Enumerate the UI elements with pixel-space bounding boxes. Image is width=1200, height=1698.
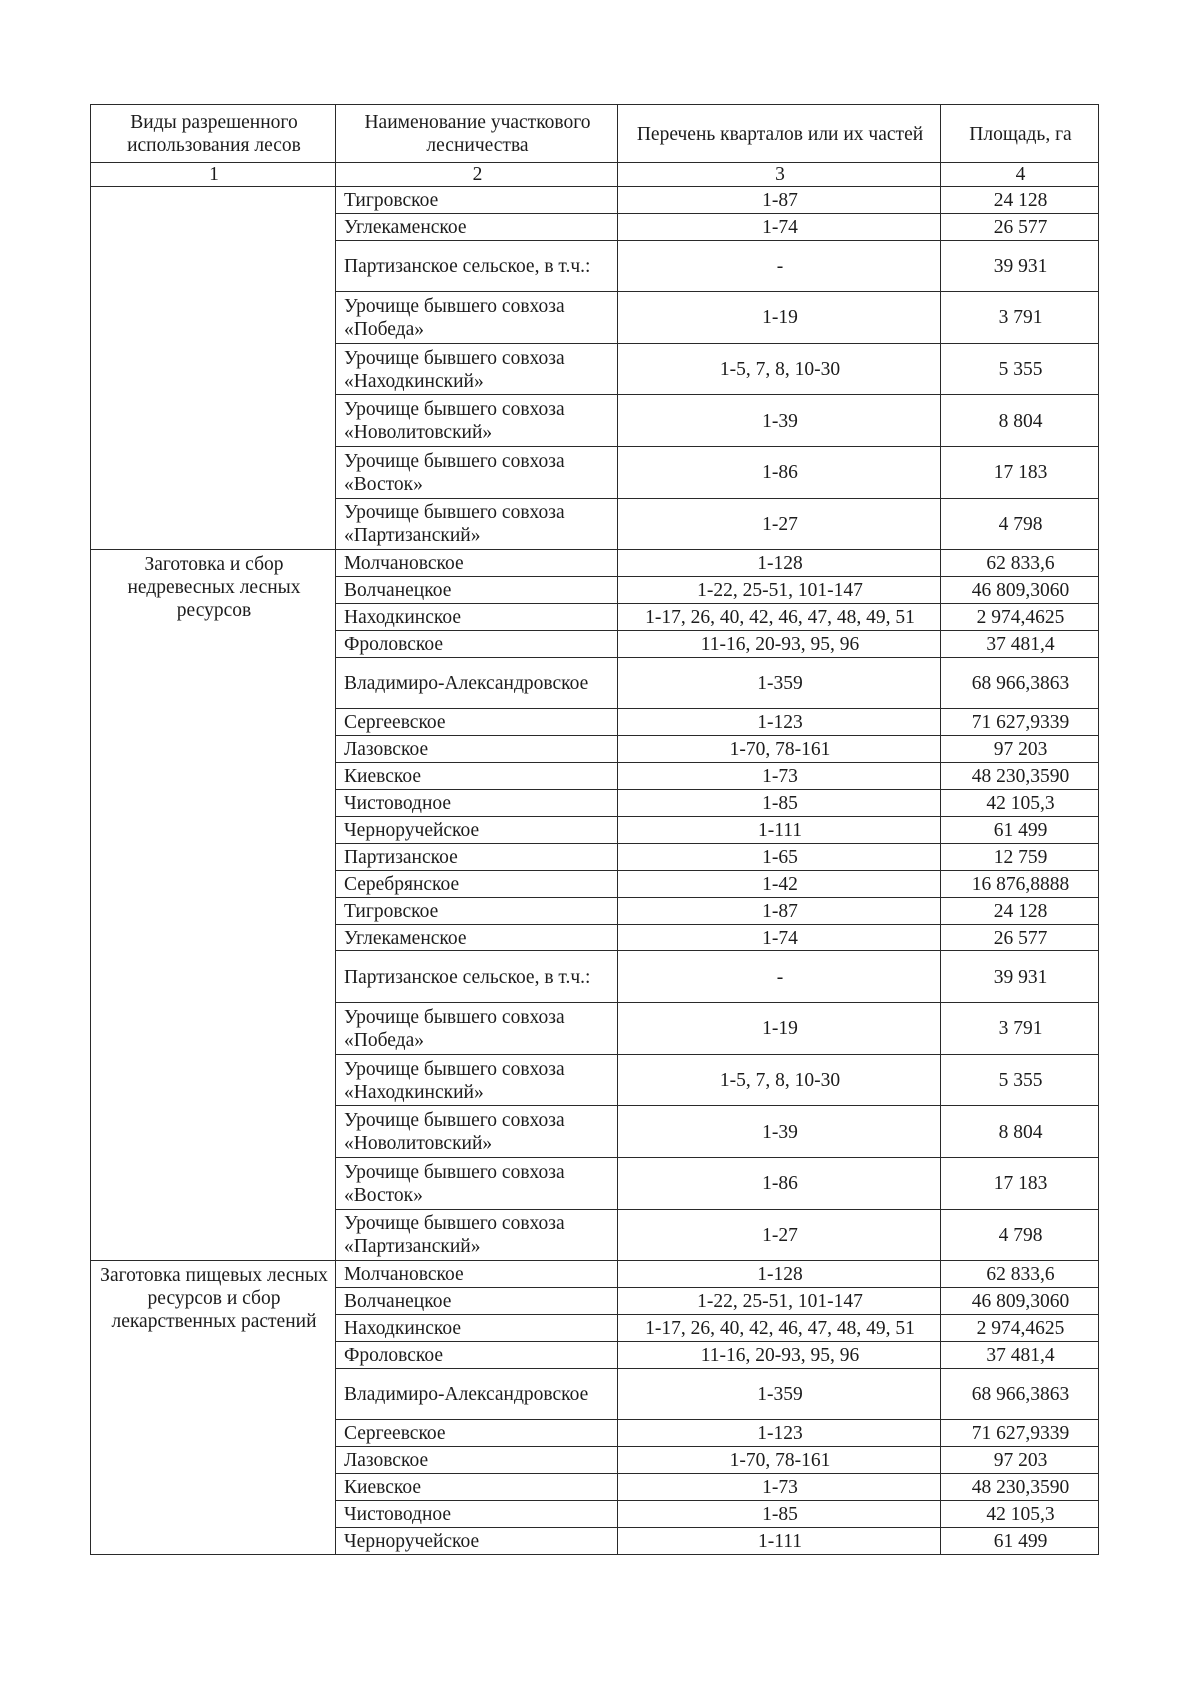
forestry-name-cell: Киевское [336,763,618,790]
forestry-name-cell: Чистоводное [336,1501,618,1528]
quarters-cell: 1-70, 78-161 [618,1447,941,1474]
quarters-cell: 1-111 [618,1527,941,1554]
forestry-name-cell: Урочище бывшего совхоза «Новолитовский» [336,1106,618,1158]
quarters-cell: 1-65 [618,843,941,870]
area-cell: 26 577 [941,213,1099,240]
area-cell: 97 203 [941,736,1099,763]
table-row [91,550,1099,577]
quarters-cell: 1-74 [618,924,941,951]
forestry-name-cell: Партизанское сельское, в т.ч.: [336,951,618,1003]
quarters-cell: 1-86 [618,1157,941,1209]
forestry-name-cell: Чистоводное [336,790,618,817]
quarters-cell: 1-5, 7, 8, 10-30 [618,1054,941,1106]
use-type-cell: Заготовка и сбор недревесных лесных ресурсов [91,550,336,1261]
area-cell: 3 791 [941,1003,1099,1055]
area-cell: 71 627,9339 [941,1420,1099,1447]
use-type-cell: Заготовка пищевых лесных ресурсов и сбор лекарственных растений [91,1261,336,1555]
area-cell: 68 966,3863 [941,657,1099,709]
area-cell: 48 230,3590 [941,763,1099,790]
quarters-cell: 1-5, 7, 8, 10-30 [618,343,941,395]
forestry-name-cell: Лазовское [336,1447,618,1474]
quarters-cell: 1-74 [618,213,941,240]
area-cell: 48 230,3590 [941,1474,1099,1501]
area-cell: 4 798 [941,498,1099,550]
area-cell: 71 627,9339 [941,709,1099,736]
quarters-cell: 1-22, 25-51, 101-147 [618,577,941,604]
quarters-cell: 1-22, 25-51, 101-147 [618,1288,941,1315]
quarters-cell: 1-111 [618,817,941,844]
forestry-name-cell: Сергеевское [336,709,618,736]
quarters-cell: - [618,951,941,1003]
quarters-cell: 11-16, 20-93, 95, 96 [618,630,941,657]
quarters-cell: 1-39 [618,1106,941,1158]
forestry-name-cell: Волчанецкое [336,577,618,604]
quarters-cell: 1-359 [618,1368,941,1420]
area-cell: 61 499 [941,817,1099,844]
quarters-cell: 1-19 [618,1003,941,1055]
forestry-name-cell: Серебрянское [336,870,618,897]
area-cell: 37 481,4 [941,1341,1099,1368]
forestry-name-cell: Партизанское сельское, в т.ч.: [336,240,618,292]
area-cell: 16 876,8888 [941,870,1099,897]
area-cell: 26 577 [941,924,1099,951]
area-cell: 24 128 [941,186,1099,213]
quarters-cell: 1-19 [618,292,941,344]
header-cell-forestry: Наименование участкового лесничества [336,105,618,163]
forestry-name-cell: Владимиро-Александровское [336,1368,618,1420]
quarters-cell: 1-17, 26, 40, 42, 46, 47, 48, 49, 51 [618,1315,941,1342]
forestry-name-cell: Сергеевское [336,1420,618,1447]
header-cell-area: Площадь, га [941,105,1099,163]
forestry-name-cell: Черноручейское [336,1527,618,1554]
quarters-cell: 1-17, 26, 40, 42, 46, 47, 48, 49, 51 [618,604,941,631]
table-row [91,1261,1099,1288]
quarters-cell: 1-128 [618,550,941,577]
header-number-row [91,163,1099,187]
header-number-1: 1 [91,163,336,187]
quarters-cell: 1-70, 78-161 [618,736,941,763]
header-row [91,105,1099,163]
forestry-name-cell: Киевское [336,1474,618,1501]
area-cell: 8 804 [941,395,1099,447]
forestry-name-cell: Урочище бывшего совхоза «Партизанский» [336,498,618,550]
area-cell: 61 499 [941,1527,1099,1554]
forestry-name-cell: Урочище бывшего совхоза «Находкинский» [336,343,618,395]
area-cell: 12 759 [941,843,1099,870]
forestry-name-cell: Урочище бывшего совхоза «Партизанский» [336,1209,618,1261]
area-cell: 62 833,6 [941,550,1099,577]
forestry-name-cell: Тигровское [336,897,618,924]
forestry-name-cell: Черноручейское [336,817,618,844]
quarters-cell: 1-73 [618,1474,941,1501]
quarters-cell: 11-16, 20-93, 95, 96 [618,1341,941,1368]
forestry-name-cell: Углекаменское [336,213,618,240]
header-number-3: 3 [618,163,941,187]
area-cell: 42 105,3 [941,790,1099,817]
quarters-cell: 1-85 [618,1501,941,1528]
quarters-cell: 1-87 [618,186,941,213]
forestry-name-cell: Фроловское [336,1341,618,1368]
use-type-cell [91,186,336,550]
forestry-name-cell: Урочище бывшего совхоза «Восток» [336,447,618,499]
forestry-name-cell: Углекаменское [336,924,618,951]
area-cell: 17 183 [941,447,1099,499]
area-cell: 39 931 [941,951,1099,1003]
area-cell: 68 966,3863 [941,1368,1099,1420]
header-number-2: 2 [336,163,618,187]
forest-use-table-body [91,105,1099,1555]
forestry-name-cell: Тигровское [336,186,618,213]
quarters-cell: 1-73 [618,763,941,790]
area-cell: 5 355 [941,1054,1099,1106]
quarters-cell: 1-27 [618,498,941,550]
header-cell-quarters: Перечень кварталов или их частей [618,105,941,163]
quarters-cell: 1-87 [618,897,941,924]
forestry-name-cell: Находкинское [336,1315,618,1342]
forestry-name-cell: Молчановское [336,1261,618,1288]
quarters-cell: 1-359 [618,657,941,709]
area-cell: 37 481,4 [941,630,1099,657]
area-cell: 4 798 [941,1209,1099,1261]
forestry-name-cell: Партизанское [336,843,618,870]
area-cell: 42 105,3 [941,1501,1099,1528]
table-row [91,186,1099,213]
area-cell: 97 203 [941,1447,1099,1474]
quarters-cell: 1-123 [618,1420,941,1447]
forest-use-table [90,104,1099,1555]
area-cell: 39 931 [941,240,1099,292]
quarters-cell: - [618,240,941,292]
forestry-name-cell: Урочище бывшего совхоза «Победа» [336,1003,618,1055]
header-cell-use-type: Виды разрешенного использования лесов [91,105,336,163]
area-cell: 2 974,4625 [941,1315,1099,1342]
area-cell: 2 974,4625 [941,604,1099,631]
area-cell: 8 804 [941,1106,1099,1158]
quarters-cell: 1-128 [618,1261,941,1288]
forestry-name-cell: Владимиро-Александровское [336,657,618,709]
area-cell: 5 355 [941,343,1099,395]
quarters-cell: 1-123 [618,709,941,736]
forestry-name-cell: Фроловское [336,630,618,657]
forestry-name-cell: Молчановское [336,550,618,577]
area-cell: 17 183 [941,1157,1099,1209]
area-cell: 3 791 [941,292,1099,344]
area-cell: 46 809,3060 [941,577,1099,604]
forestry-name-cell: Находкинское [336,604,618,631]
forestry-name-cell: Урочище бывшего совхоза «Победа» [336,292,618,344]
forestry-name-cell: Урочище бывшего совхоза «Находкинский» [336,1054,618,1106]
quarters-cell: 1-85 [618,790,941,817]
forestry-name-cell: Урочище бывшего совхоза «Новолитовский» [336,395,618,447]
area-cell: 24 128 [941,897,1099,924]
forestry-name-cell: Урочище бывшего совхоза «Восток» [336,1157,618,1209]
area-cell: 46 809,3060 [941,1288,1099,1315]
forestry-name-cell: Лазовское [336,736,618,763]
forestry-name-cell: Волчанецкое [336,1288,618,1315]
quarters-cell: 1-39 [618,395,941,447]
quarters-cell: 1-27 [618,1209,941,1261]
quarters-cell: 1-42 [618,870,941,897]
area-cell: 62 833,6 [941,1261,1099,1288]
header-number-4: 4 [941,163,1099,187]
quarters-cell: 1-86 [618,447,941,499]
